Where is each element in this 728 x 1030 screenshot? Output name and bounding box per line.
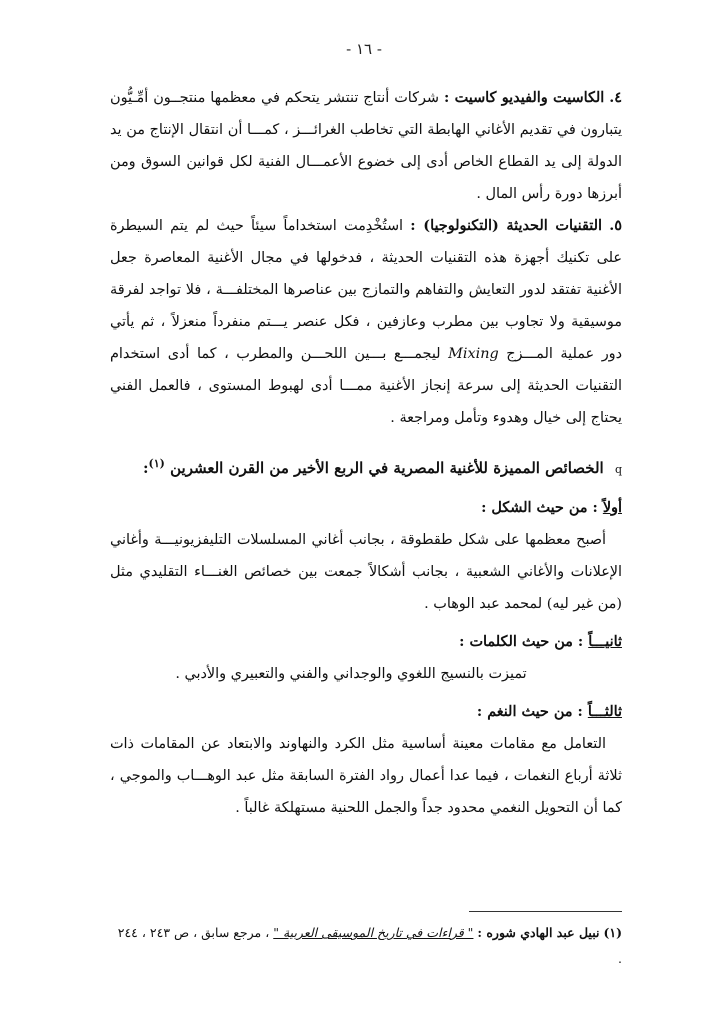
section-label: أولاً <box>602 499 622 516</box>
item-number: ٥. <box>609 217 623 234</box>
section-text-melody: التعامل مع مقامات معينة أساسية مثل الكرد والنهاوند والابتعاد عن المقامات ذات ثلاثة أرباع النغمات ، فيما عدا أعمال رواد الفترة السابقة مثل عبد الوهـــاب والموجي ، كما أن التحويل النغمي محدود جداً والجمل اللحنية مستهلكة غالباً . <box>110 736 622 816</box>
footnote-mark: (١) <box>148 457 165 470</box>
section-heading-melody <box>110 696 622 728</box>
footnote-divider <box>469 911 622 912</box>
section-label: ثالثـــاً <box>587 703 622 720</box>
main-content <box>110 82 622 824</box>
list-item-technology <box>110 210 622 434</box>
section-title: : من حيث النغم : <box>476 703 583 720</box>
heading-colon: : <box>142 459 149 477</box>
list-item-cassette <box>110 82 622 210</box>
item-text-before: استُخْدِمت استخداماً سيئاً حيث لم يتم السيطرة على تكنيك أجهزة هذه التقنيات الحديثة ، فدخولها في مجال الأغنية المعاصرة جعل الأغنية تفتقد لدور التعايش والتفاهم والتمازج بين عناصرها المختلفـــة ، فلا تواجد لفرقة موسيقية ولا تجاوب بين مطرب وعازفين ، فكل عنصر يـــتم منفرداً منعزلاً ، ثم يأتي دور عملية المـــزج <box>110 218 623 362</box>
footnote <box>110 920 622 972</box>
heading-text: الخصائص المميزة للأغنية المصرية في الربع الأخير من القرن العشرين <box>170 459 604 477</box>
section-title: : من حيث الكلمات : <box>459 633 584 650</box>
section-label: ثانيـــاً <box>588 633 622 650</box>
item-number: ٤. <box>609 89 622 106</box>
item-title: الكاسيت والفيديو كاسيت : <box>443 89 605 106</box>
section-heading-words <box>110 626 622 658</box>
section-title: : من حيث الشكل : <box>481 499 598 516</box>
footnote-author: نبيل عبد الهادي شوره : <box>477 925 600 940</box>
page-number: - ١٦ - <box>346 40 382 58</box>
section-text-words: تميزت بالنسيج اللغوي والوجداني والفني والتعبيري والأدبي . <box>175 666 527 682</box>
item-title: التقنيات الحديثة (التكنولوجيا) : <box>410 217 603 234</box>
characteristics-heading <box>110 448 622 486</box>
footnote-rest: ، مرجع سابق ، ص ٢٤٣ ، ٢٤٤ . <box>117 925 622 966</box>
mixing-term: Mixing <box>448 346 499 362</box>
footnote-number: (١) <box>603 925 622 940</box>
item-text-after: ليجمـــع بـــين اللحـــن والمطرب ، كما أدى استخدام التقنيات الحديثة إلى سرعة إنجاز الأغنية ممـــا أدى لهبوط المستوى ، فالعمل الفني يحتاج إلى خيال وهدوء وتأمل ومراجعة . <box>110 346 622 426</box>
item-text: شركات أنتاج تنتشر يتحكم في معظمها منتجــون أمِّـيُّون يتبارون في تقديم الأغاني الهابطة التي تخاطب الغرائـــز ، كمـــا أن انتقال الإنتاج من يد الدولة إلى يد القطاع الخاص أدى إلى خضوع الأعمـــال الفنية لكل قوانين السوق ومن أبرزها دورة رأس المال . <box>110 90 622 202</box>
footnote-title: " قراءات في تاريخ الموسيقى العربية " <box>273 925 474 940</box>
section-text-form: أصبح معظمها على شكل طقطوقة ، بجانب أغاني المسلسلات التليفزيونيـــة وأغاني الإعلانات والأغاني الشعبية ، بجانب أشكالاً جمعت بين خصائص الغنـــاء التقليدي مثل (من غير ليه) لمحمد عبد الوهاب . <box>110 532 622 612</box>
bullet-icon: q <box>614 463 622 476</box>
section-heading-form <box>110 492 622 524</box>
